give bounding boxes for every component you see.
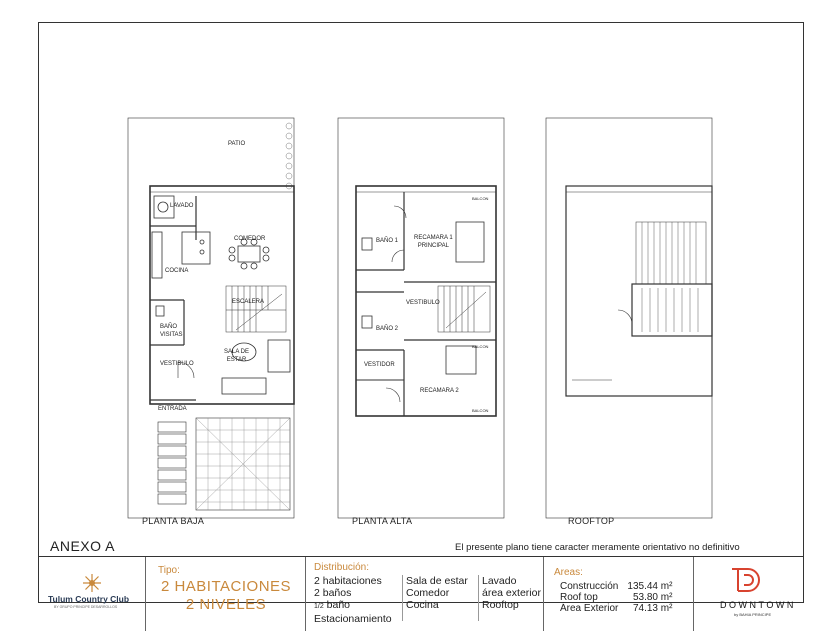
area-label: Roof top (560, 592, 598, 603)
downtown-cell (694, 557, 804, 631)
distribucion-heading: Distribución: (314, 562, 370, 573)
distribucion-cell (306, 557, 544, 631)
distribucion-col2 (406, 575, 468, 611)
brand-cell (38, 557, 146, 631)
dist-item-text: baño (326, 599, 351, 611)
room-label-escalera: ESCALERA (232, 299, 265, 305)
tipo-cell (146, 557, 306, 631)
stair-pb (226, 286, 286, 332)
areas-heading: Areas: (554, 567, 583, 578)
area-row (560, 603, 672, 614)
room-label-lavado: LAVADO (170, 203, 194, 209)
title-block (38, 556, 804, 631)
hedge (286, 123, 292, 189)
room-label-sala (224, 348, 249, 364)
room-label-cocina: COCINA (165, 268, 189, 274)
dist-item: Rooftop (482, 599, 519, 611)
plan-planta-baja (128, 118, 294, 518)
area-unit: m² (660, 592, 673, 603)
room-label-recamara1 (414, 234, 453, 250)
dist-item: área exterior (482, 587, 541, 599)
areas-table (560, 581, 672, 614)
area-row (560, 581, 672, 592)
plan-title-planta-baja: PLANTA BAJA (142, 516, 205, 526)
brand-name: Tulum Country Club (48, 594, 130, 604)
plan-rooftop (546, 118, 712, 518)
dist-item: Lavado (482, 575, 517, 587)
downtown-name: DOWNTOWN (720, 600, 796, 610)
dist-item: Sala de estar (406, 575, 468, 587)
room-label-balcon3: BALCON (472, 408, 489, 413)
room-label-bano2: BAÑO 2 (376, 326, 399, 332)
dist-item: Estacionamiento (314, 613, 392, 625)
room-label-vestibulo-pb: VESTIBULO (160, 361, 194, 367)
room-label-bano-visitas (160, 323, 183, 339)
room-label-visitas: VISITAS (160, 332, 183, 338)
annex-title: ANEXO A (50, 538, 115, 554)
stair-rt (642, 222, 696, 284)
half-fraction: 1/2 (314, 603, 324, 610)
tipo-line1: 2 HABITACIONES (160, 578, 292, 595)
tipo-line2: 2 NIVELES (185, 596, 267, 613)
tulum-sun-icon (82, 573, 102, 593)
tipo-heading: Tipo: (158, 565, 180, 576)
stair-rt-2 (642, 288, 698, 332)
room-label-recamara2: RECAMARA 2 (420, 388, 459, 394)
dist-item: Comedor (406, 587, 450, 599)
areas-cell (544, 557, 694, 631)
parking-pb (158, 422, 186, 504)
dist-item: 2 habitaciones (314, 575, 382, 587)
plan-title-planta-alta: PLANTA ALTA (352, 516, 413, 526)
room-label-patio: PATIO (228, 141, 246, 147)
room-label-sala-2: ESTAR (226, 357, 247, 363)
dist-item: Cocina (406, 599, 439, 611)
room-label-recamara1-a: RECAMARA 1 (414, 235, 453, 241)
plan-planta-alta (338, 118, 504, 518)
dist-item: 2 baños (314, 587, 352, 599)
downtown-sub: by BAHIA PRINCIPE (734, 612, 772, 617)
dist-divider-1 (402, 575, 403, 621)
room-label-sala-1: SALA DE (224, 349, 250, 355)
area-value: 135.44 (627, 581, 658, 592)
room-label-bano1: BAÑO 1 (376, 238, 399, 244)
area-row (560, 592, 672, 603)
disclaimer-note: El presente plano tiene caracter meramente orientativo no definitivo (455, 542, 740, 553)
dist-divider-2 (478, 575, 479, 621)
room-label-comedor: COMEDOR (234, 236, 266, 242)
area-unit: m² (660, 603, 673, 614)
area-unit: m² (660, 581, 673, 592)
garden-hatch (196, 418, 290, 510)
distribucion-col1 (314, 575, 392, 625)
dist-item (314, 599, 392, 613)
room-label-balcon1: BALCON (472, 196, 489, 201)
stair-pa (438, 286, 490, 332)
room-label-balcon2: BALCON (472, 344, 489, 349)
room-label-entrada: ENTRADA (158, 406, 187, 412)
downtown-logo-icon (730, 565, 764, 595)
area-value: 53.80 (632, 592, 658, 603)
area-label: Construcción (560, 581, 619, 592)
room-label-recamara1-b: PRINCIPAL (417, 243, 449, 249)
brand-sub: BY GRUPO PRINCIPE DESARROLLOS (54, 605, 118, 609)
distribucion-col3 (482, 575, 541, 611)
area-value: 74.13 (632, 603, 658, 614)
area-label: Área Exterior (560, 603, 619, 614)
room-label-vestidor: VESTIDOR (364, 362, 395, 368)
plan-title-rooftop: ROOFTOP (568, 516, 615, 526)
room-label-vestibulo-pa: VESTIBULO (406, 300, 440, 306)
room-label-bano: BAÑO (160, 324, 178, 330)
